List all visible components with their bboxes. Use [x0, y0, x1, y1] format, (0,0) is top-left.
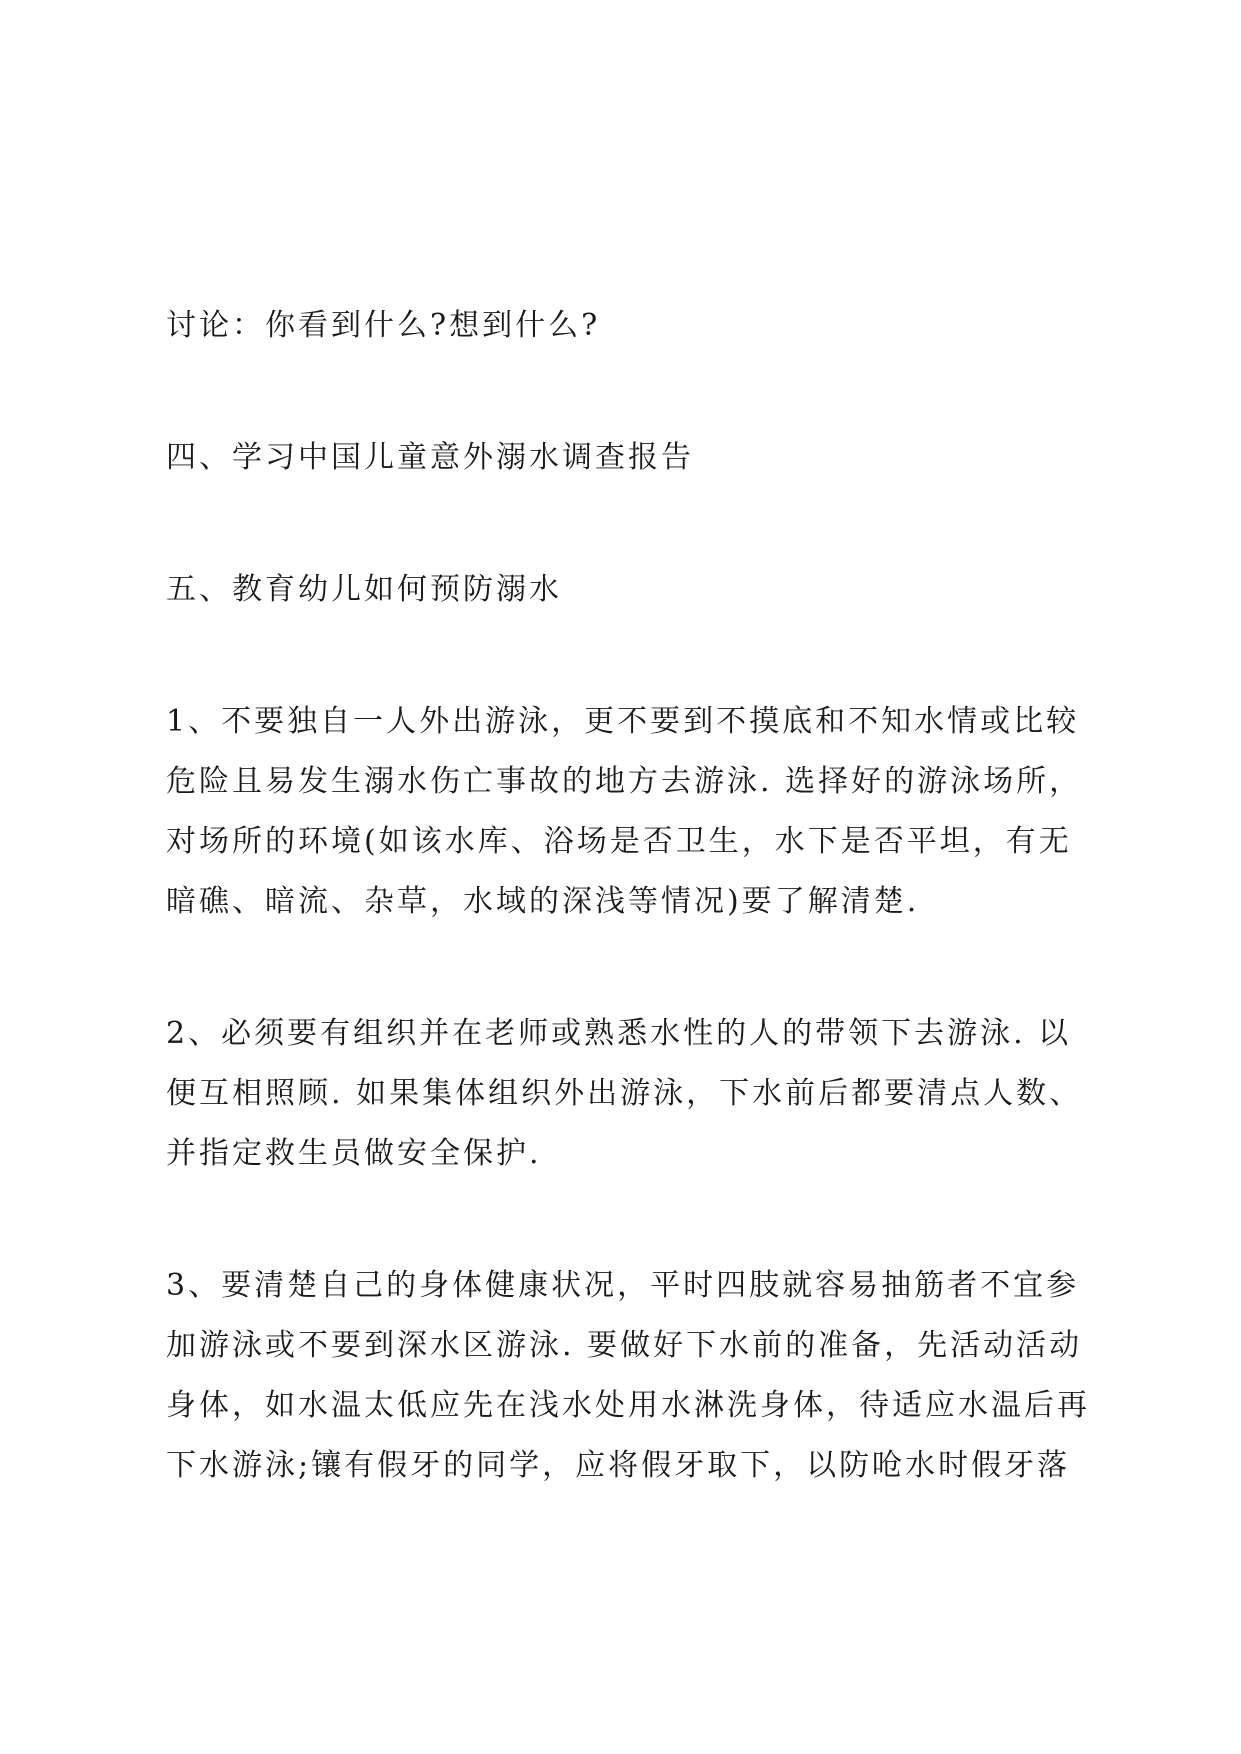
text-line: 身体，如水温太低应先在浅水处用水淋洗身体，待适应水温后再	[166, 1388, 1090, 1423]
text-line: 暗礁、暗流、杂草，水域的深浅等情况)要了解清楚.	[166, 884, 920, 919]
text-line: 四、学习中国儿童意外溺水调查报告	[166, 440, 694, 475]
text-line: 2、必须要有组织并在老师或熟悉水性的人的带领下去游泳. 以	[166, 1016, 1072, 1051]
list-item-3	[166, 1256, 1090, 1496]
text-line: 加游泳或不要到深水区游泳. 要做好下水前的准备，先活动活动	[166, 1328, 1083, 1363]
text-line: 1、不要独自一人外出游泳，更不要到不摸底和不知水情或比较	[166, 704, 1080, 739]
text-line: 五、教育幼儿如何预防溺水	[166, 572, 562, 607]
text-line: 下水游泳;镶有假牙的同学，应将假牙取下，以防呛水时假牙落	[166, 1448, 1071, 1483]
text-line: 危险且易发生溺水伤亡事故的地方去游泳. 选择好的游泳场所，	[166, 764, 1083, 799]
document-body	[166, 296, 1090, 1496]
section-heading-4	[166, 428, 1086, 488]
list-item-1	[166, 692, 1086, 932]
list-item-2	[166, 1004, 1086, 1184]
text-line: 对场所的环境(如该水库、浴场是否卫生，水下是否平坦，有无	[166, 824, 1072, 859]
text-line: 讨论：你看到什么?想到什么?	[166, 308, 601, 343]
text-line: 3、要清楚自己的身体健康状况，平时四肢就容易抽筋者不宜参	[166, 1268, 1080, 1303]
text-line: 并指定救生员做安全保护.	[166, 1136, 542, 1171]
section-heading-5	[166, 560, 1086, 620]
discussion-paragraph	[166, 296, 1086, 356]
text-line: 便互相照顾. 如果集体组织外出游泳，下水前后都要清点人数、	[166, 1076, 1083, 1111]
